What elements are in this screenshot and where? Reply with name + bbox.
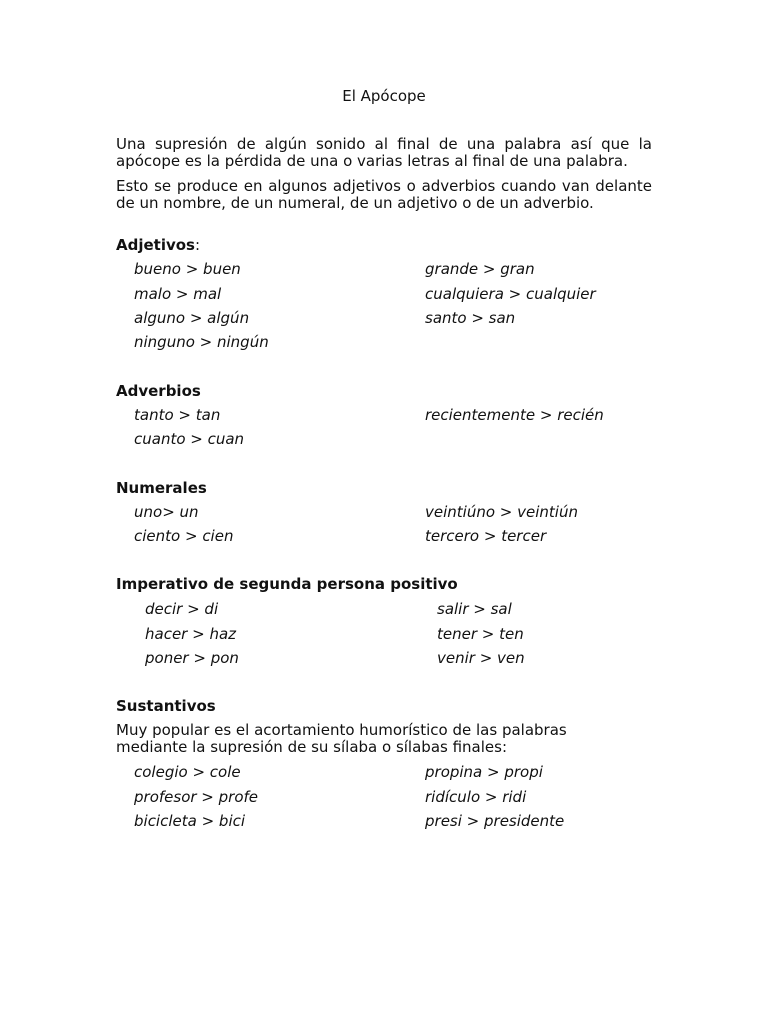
- section-heading-imperativo: Imperativo de segunda persona positivo: [116, 575, 458, 593]
- list-item: grande > gran: [425, 260, 535, 278]
- sustantivos-paragraph: Muy popular es el acortamiento humorístico de las palabras mediante la supresión de su sílaba o sílabas finales:: [116, 721, 567, 756]
- list-item: colegio > cole: [134, 763, 241, 781]
- list-item: santo > san: [425, 309, 516, 327]
- list-item: poner > pon: [145, 649, 239, 667]
- heading-adjetivos-colon: :: [194, 236, 201, 254]
- list-item: tercero > tercer: [425, 527, 547, 545]
- section-heading-adverbios: Adverbios: [116, 382, 201, 400]
- list-item: presi > presidente: [425, 812, 565, 830]
- document-title: El Apócope: [342, 87, 426, 105]
- section-heading-sustantivos: Sustantivos: [116, 697, 216, 715]
- list-item: bueno > buen: [134, 260, 241, 278]
- heading-adjetivos-label: Adjetivos: [116, 236, 195, 254]
- list-item: profesor > profe: [134, 788, 259, 806]
- list-item: cualquiera > cualquier: [425, 285, 596, 303]
- list-item: alguno > algún: [134, 309, 250, 327]
- list-item: ninguno > ningún: [134, 333, 269, 351]
- list-item: propina > propi: [425, 763, 543, 781]
- intro-paragraph-1: Una supresión de algún sonido al final de una palabra así que la apócope es la pérdida de una o varias letras al final de una palabra.: [116, 135, 652, 170]
- list-item: malo > mal: [134, 285, 222, 303]
- section-heading-adjetivos: [116, 235, 200, 255]
- list-item: ridículo > ridi: [425, 788, 527, 806]
- list-item: ciento > cien: [134, 527, 234, 545]
- list-item: hacer > haz: [145, 625, 237, 643]
- list-item: decir > di: [145, 600, 219, 618]
- list-item: tanto > tan: [134, 406, 221, 424]
- list-item: tener > ten: [437, 625, 524, 643]
- list-item: veintiúno > veintiún: [425, 503, 578, 521]
- list-item: salir > sal: [437, 600, 512, 618]
- intro-paragraph-2: Esto se produce en algunos adjetivos o adverbios cuando van delante de un nombre, de un numeral, de un adjetivo o de un adverbio.: [116, 177, 652, 212]
- list-item: venir > ven: [437, 649, 525, 667]
- list-item: cuanto > cuan: [134, 430, 245, 448]
- list-item: recientemente > recién: [425, 406, 604, 424]
- list-item: uno> un: [134, 503, 199, 521]
- list-item: bicicleta > bici: [134, 812, 246, 830]
- section-heading-numerales: Numerales: [116, 479, 207, 497]
